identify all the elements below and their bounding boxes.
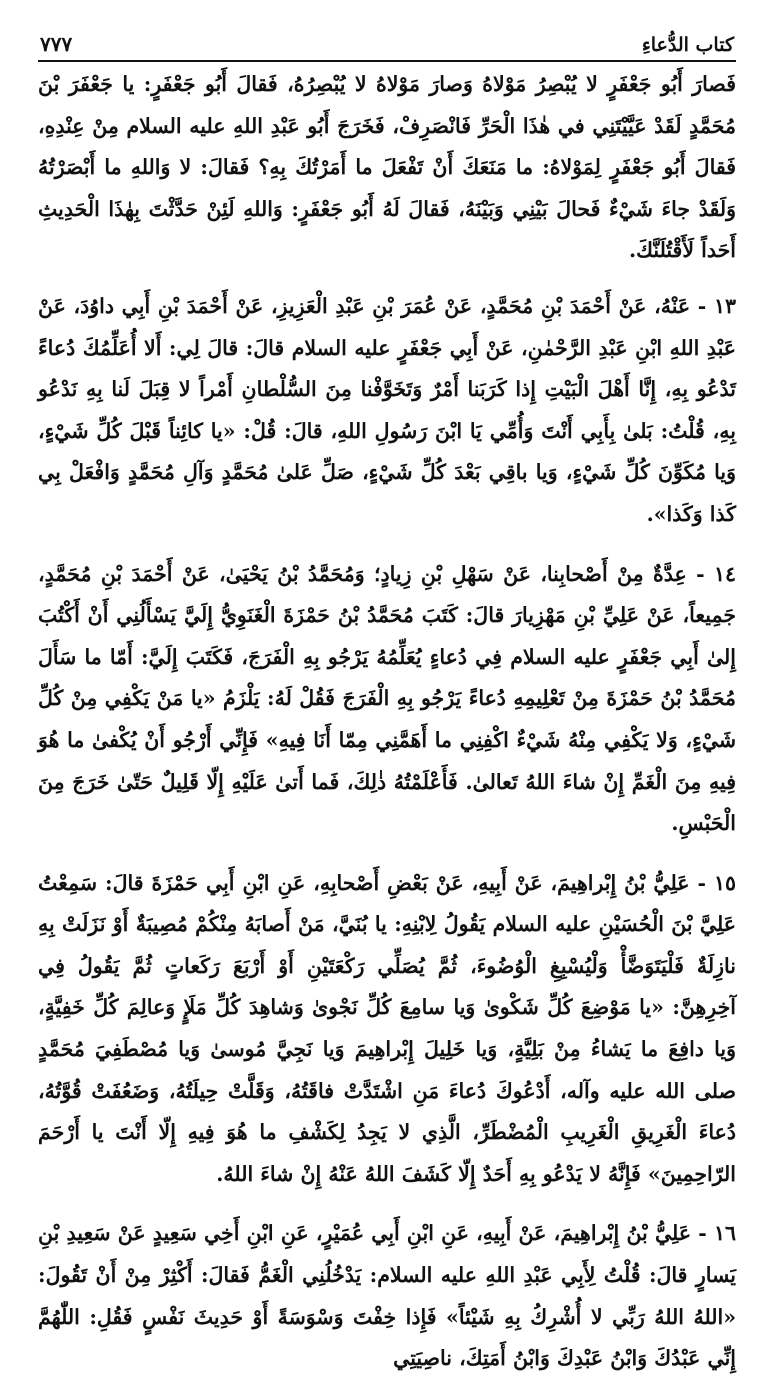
hadith-15: ١٥ - عَلِيُّ بْنُ إِبْراهِيمَ، عَنْ أَبِيهِ، عَنْ بَعْضِ أَصْحابِهِ، عَنِ ابْنِ أَبِي حَمْزَةَ قالَ: سَمِعْتُ عَلِيَّ بْنَ الْحُسَيْنِ عليه السلام يَقُولُ لِابْنِهِ: يا بُنَيَّ، مَنْ أَصابَهُ مِنْكُمْ مُصِيبَةٌ أَوْ نَزَلَتْ بِهِ نازِلَةٌ فَلْيَتَوَضَّأْ وَلْيُسْبِغِ الْوُضُوءَ، ثُمَّ يُصَلِّي رَكْعَتَيْنِ أَوْ أَرْبَعَ رَكَعاتٍ ثُمَّ يَقُولُ فِي آخِرِهِنَّ: «يا مَوْضِعَ كُلِّ شَكْوىٰ وَيا سامِعَ كُلِّ نَجْوىٰ وَشاهِدَ كُلِّ مَلَإٍ وَعالِمَ كُلِّ خَفِيَّةٍ، وَيا دافِعَ ما يَشاءُ مِنْ بَلِيَّةٍ، وَيا خَلِيلَ إِبْراهِيمَ وَيا نَجِيَّ مُوسىٰ وَيا مُصْطَفِيَ مُحَمَّدٍ صلى الله عليه وآله، أَدْعُوكَ دُعاءَ مَنِ اشْتَدَّتْ فاقَتُهُ، وَقَلَّتْ حِيلَتُهُ، وَضَعُفَتْ قُوَّتُهُ، دُعاءَ الْغَرِيقِ الْغَرِيبِ الْمُضْطَرِّ، الَّذِي لا يَجِدُ لِكَشْفِ ما هُوَ فِيهِ إِلّا أَنْتَ يا أَرْحَمَ الرّاحِمِينَ» فَإِنَّهُ لا يَدْعُو بِهِ أَحَدٌ إِلّا كَشَفَ اللهُ عَنْهُ إِنْ شاءَ اللهُ. xyxy=(38,870,736,1186)
hadith-16: ١٦ - عَلِيُّ بْنُ إِبْراهِيمَ، عَنْ أَبِيهِ، عَنِ ابْنِ أَبِي عُمَيْرٍ، عَنِ ابْنِ أَخِي سَعِيدٍ عَنْ سَعِيدِ بْنِ يَسارٍ قالَ: قُلْتُ لِأَبِي عَبْدِ اللهِ عليه السلام: يَدْخُلُنِي الْغَمُّ فَقالَ: أَكْثِرْ مِنْ أَنْ تَقُولَ: «اللهُ اللهُ رَبِّي لا أُشْرِكُ بِهِ شَيْئاً» فَإِذا خِفْتَ وَسْوَسَةً أَوْ حَدِيثَ نَفْسٍ فَقُلِ: اللّٰهُمَّ إِنِّي عَبْدُكَ وَابْنُ عَبْدِكَ وَابْنُ أَمَتِكَ، ناصِيَتِي xyxy=(38,1221,736,1371)
hadith-14: ١٤ - عِدَّةٌ مِنْ أَصْحابِنا، عَنْ سَهْلِ بْنِ زِيادٍ؛ وَمُحَمَّدُ بْنُ يَحْيَىٰ، عَنْ أَحْمَدَ بْنِ مُحَمَّدٍ، جَمِيعاً، عَنْ عَلِيِّ بْنِ مَهْزِيارَ قالَ: كَتَبَ مُحَمَّدُ بْنُ حَمْزَةَ الْغَنَوِيُّ إِلَيَّ يَسْأَلُنِي أَنْ أَكْتُبَ إِلىٰ أَبِي جَعْفَرٍ عليه السلام فِي دُعاءٍ يُعَلِّمُهُ يَرْجُو بِهِ الْفَرَجَ، فَكَتَبَ إِلَيَّ: أَمّا ما سَأَلَ مُحَمَّدُ بْنُ حَمْزَةَ مِنْ تَعْلِيمِهِ دُعاءً يَرْجُو بِهِ الْفَرَجَ فَقُلْ لَهُ: يَلْزَمُ «يا مَنْ يَكْفِي مِنْ كُلِّ شَيْءٍ، وَلا يَكْفِي مِنْهُ شَيْءٌ اكْفِنِي ما أَهَمَّنِي مِمّا أَنَا فِيهِ» فَإِنِّي أَرْجُو أَنْ يُكْفىٰ ما هُوَ فِيهِ مِنَ الْغَمِّ إِنْ شاءَ اللهُ تَعالىٰ. فَأَعْلَمْتُهُ ذٰلِكَ، فَما أَتىٰ عَلَيْهِ إِلّا قَلِيلٌ حَتّىٰ خَرَجَ مِنَ الْحَبْسِ. xyxy=(38,561,736,836)
page-number: ٧٧٧ xyxy=(40,32,73,56)
hadith-13: ١٣ - عَنْهُ، عَنْ أَحْمَدَ بْنِ مُحَمَّدٍ، عَنْ عُمَرَ بْنِ عَبْدِ الْعَزِيزِ، عَنْ أَحْمَدَ بْنِ أَبِي داوُدَ، عَنْ عَبْدِ اللهِ ابْنِ عَبْدِ الرَّحْمٰنِ، عَنْ أَبِي جَعْفَرٍ عليه السلام قالَ: قالَ لِي: أَلا أُعَلِّمُكَ دُعاءً تَدْعُو بِهِ، إِنَّا أَهْلَ الْبَيْتِ إِذا كَرَبَنا أَمْرٌ وَتَخَوَّفْنا مِنَ السُّلْطانِ أَمْراً لا قِبَلَ لَنا بِهِ نَدْعُو بِهِ، قُلْتُ: بَلىٰ بِأَبِي أَنْتَ وَأُمِّي يَا ابْنَ رَسُولِ اللهِ، قالَ: قُلْ: «يا كائِناً قَبْلَ كُلِّ شَيْءٍ، وَيا مُكَوِّنَ كُلِّ شَيْءٍ، وَيا باقِي بَعْدَ كُلِّ شَيْءٍ، صَلِّ عَلىٰ مُحَمَّدٍ وَآلِ مُحَمَّدٍ وَافْعَلْ بِي كَذا وَكَذا». xyxy=(38,293,736,526)
running-title: كتاب الدُّعاءِ xyxy=(641,34,734,56)
paragraph-continuation: فَصارَ أَبُو جَعْفَرٍ لا يُبْصِرُ مَوْلاهُ وَصارَ مَوْلاهُ لا يُبْصِرُهُ، فَقالَ أَبُو جَعْفَرٍ: يا جَعْفَرَ بْنَ مُحَمَّدٍ لَقَدْ عَيَّيْتَنِي في هٰذَا الْحَرِّ فَانْصَرِفْ، فَخَرَجَ أَبُو عَبْدِ اللهِ عليه السلام مِنْ عِنْدِهِ، فَقالَ أَبُو جَعْفَرٍ لِمَوْلاهُ: ما مَنَعَكَ أَنْ تَفْعَلَ ما أَمَرْتُكَ بِهِ؟ فَقالَ: لا وَاللهِ ما أَبْصَرْتُهُ وَلَقَدْ جاءَ شَيْءٌ فَحالَ بَيْنِي وَبَيْنَهُ، فَقالَ لَهُ أَبُو جَعْفَرٍ: وَاللهِ لَئِنْ حَدَّثْتَ بِهٰذَا الْحَدِيثِ أَحَداً لَأَقْتُلَنَّكَ. xyxy=(38,72,736,263)
header-rule xyxy=(38,60,736,62)
page-body xyxy=(38,64,736,1371)
page-header xyxy=(40,16,734,56)
